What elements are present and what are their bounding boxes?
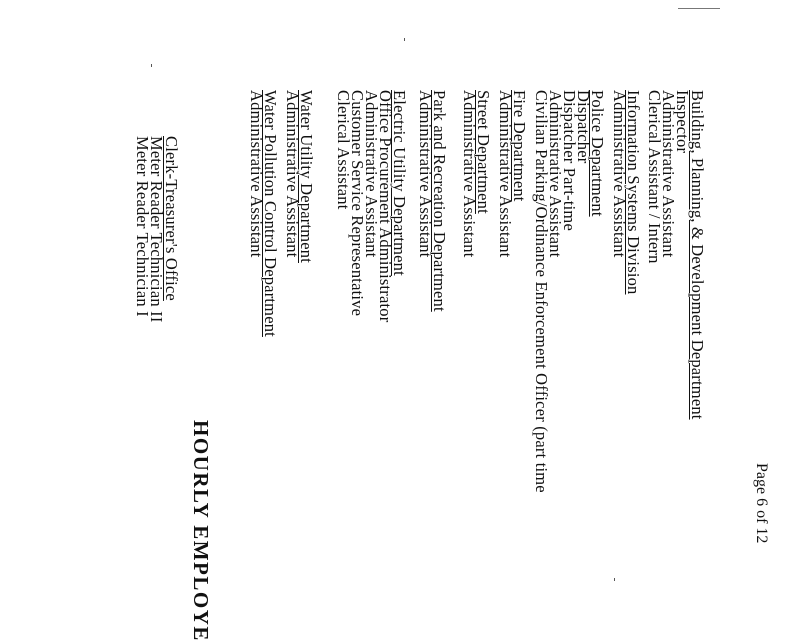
scan-edge-mark xyxy=(678,8,720,9)
section-heading: Information Systems Division xyxy=(624,90,643,295)
section-heading: Electric Utility Department xyxy=(390,90,409,276)
section-heading: Fire Department xyxy=(510,90,529,202)
section-heading: Water Utility Department xyxy=(297,90,316,263)
section-heading: Police Department xyxy=(588,90,607,217)
position-item: Clerical Assistant / Intern xyxy=(645,90,664,264)
position-item: Administrative Assistant xyxy=(362,90,381,258)
position-item: Administrative Assistant xyxy=(659,90,678,258)
scan-speck xyxy=(614,578,615,581)
position-item: Customer Service Representative xyxy=(348,90,367,317)
position-item: Administrative Assistant xyxy=(460,90,479,258)
scan-speck xyxy=(404,38,405,41)
position-item: Meter Reader Technician I xyxy=(133,136,152,317)
position-item: Dispatcher xyxy=(574,90,593,164)
position-item: Administrative Assistant xyxy=(416,90,435,258)
position-item: Administrative Assistant xyxy=(610,90,629,258)
section-heading: Park and Recreation Department xyxy=(430,90,449,312)
position-item: Administrative Assistant xyxy=(546,90,565,258)
section-heading: Building, Planning, & Development Department xyxy=(688,90,707,420)
position-item: Civilian Parking/Ordinance Enforcement Officer (part time xyxy=(532,90,551,493)
section-heading: Street Department xyxy=(474,90,493,214)
section-heading: Clerk-Treasurer's Office xyxy=(162,136,181,301)
position-item: Inspector xyxy=(673,90,692,154)
position-item: Clerical Assistant xyxy=(334,90,353,210)
position-item: Administrative Assistant xyxy=(247,90,266,258)
scan-speck xyxy=(151,64,152,67)
position-item: Administrative Assistant xyxy=(283,90,302,258)
position-item: Meter Reader Technician II xyxy=(147,136,166,323)
section-heading: Water Pollution Control Department xyxy=(261,90,280,337)
page-number: Page 6 of 12 xyxy=(753,463,770,544)
page-title: HOURLY EMPLOYE xyxy=(189,420,213,642)
position-item: Office Procurement Administrator xyxy=(376,90,395,323)
position-item: Dispatcher Part-time xyxy=(560,90,579,231)
position-item: Administrative Assistant xyxy=(496,90,515,258)
